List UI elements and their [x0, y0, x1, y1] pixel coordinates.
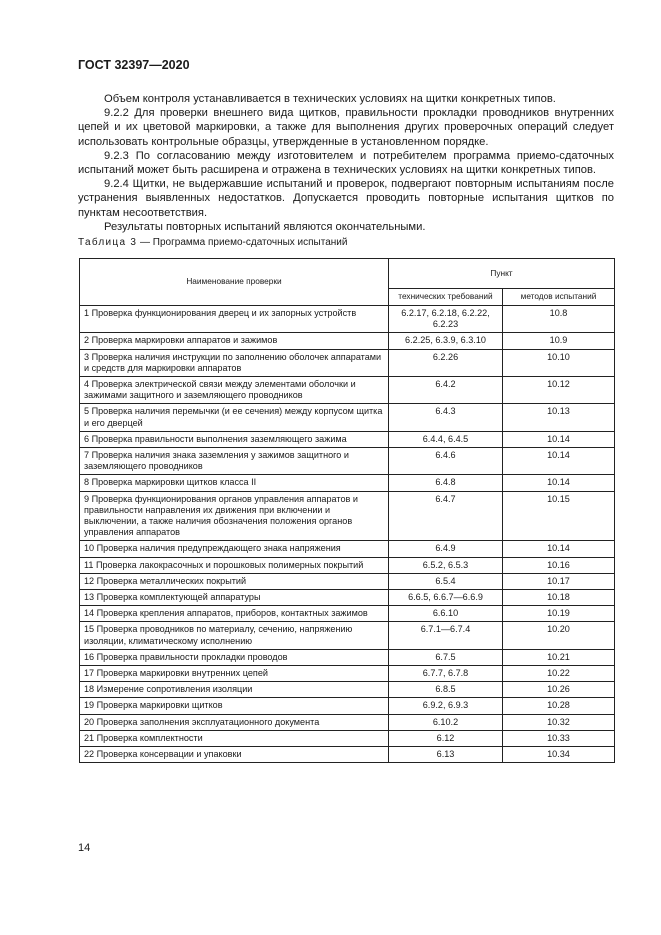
tech-clause-cell: 6.4.7 — [389, 491, 503, 541]
paragraph: 9.2.2 Для проверки внешнего вида щитков, правильности прокладки проводников внутренних цепей и их цветовой маркировки, а также для выполнения других проверочных операций следует использовать контрольные образцы, утвержденные в установленном порядке. — [78, 107, 614, 148]
method-clause-cell: 10.14 — [503, 541, 615, 557]
table-caption-label: Таблица 3 — [78, 237, 138, 248]
method-clause-cell: 10.13 — [503, 404, 615, 431]
test-program-table — [79, 258, 615, 763]
paragraph: Результаты повторных испытаний являются окончательными. — [104, 220, 426, 233]
method-clause-cell: 10.19 — [503, 606, 615, 622]
method-clause-cell: 10.8 — [503, 306, 615, 333]
tech-clause-cell: 6.13 — [389, 747, 503, 763]
check-name-cell: 7 Проверка наличия знака заземления у зажимов защитного и заземляющего проводников — [80, 448, 389, 475]
method-clause-cell: 10.34 — [503, 747, 615, 763]
method-clause-cell: 10.14 — [503, 475, 615, 491]
table-row — [80, 730, 615, 746]
check-name-cell: 9 Проверка функционирования органов управления аппаратов и правильности направления их движения при включении и выключении, а также наличия обозначения положения органов управления аппаратов — [80, 491, 389, 541]
table-caption-title: — Программа приемо-сдаточных испытаний — [137, 237, 348, 248]
table-row — [80, 541, 615, 557]
table-row — [80, 698, 615, 714]
column-header-test-methods: методов испытаний — [503, 289, 615, 306]
table-row — [80, 475, 615, 491]
tech-clause-cell: 6.4.9 — [389, 541, 503, 557]
table-row — [80, 714, 615, 730]
column-header-tech-requirements: технических требований — [389, 289, 503, 306]
tech-clause-cell: 6.2.17, 6.2.18, 6.2.22, 6.2.23 — [389, 306, 503, 333]
table-row — [80, 491, 615, 541]
table-row — [80, 590, 615, 606]
method-clause-cell: 10.10 — [503, 349, 615, 376]
method-clause-cell: 10.14 — [503, 448, 615, 475]
body-text — [78, 92, 614, 234]
tech-clause-cell: 6.7.1—6.7.4 — [389, 622, 503, 649]
check-name-cell: 5 Проверка наличия перемычки (и ее сечения) между корпусом щитка и его дверцей — [80, 404, 389, 431]
tech-clause-cell: 6.10.2 — [389, 714, 503, 730]
check-name-cell: 20 Проверка заполнения эксплуатационного документа — [80, 714, 389, 730]
document-header: ГОСТ 32397—2020 — [78, 58, 190, 72]
method-clause-cell: 10.15 — [503, 491, 615, 541]
tech-clause-cell: 6.7.7, 6.7.8 — [389, 666, 503, 682]
table-row — [80, 622, 615, 649]
tech-clause-cell: 6.4.6 — [389, 448, 503, 475]
method-clause-cell: 10.26 — [503, 682, 615, 698]
check-name-cell: 12 Проверка металлических покрытий — [80, 573, 389, 589]
table-row — [80, 573, 615, 589]
tech-clause-cell: 6.7.5 — [389, 649, 503, 665]
tech-clause-cell: 6.9.2, 6.9.3 — [389, 698, 503, 714]
table-row — [80, 747, 615, 763]
check-name-cell: 6 Проверка правильности выполнения заземляющего зажима — [80, 431, 389, 447]
check-name-cell: 4 Проверка электрической связи между элементами оболочки и зажимами защитного и заземляющего проводников — [80, 377, 389, 404]
table-row — [80, 649, 615, 665]
tech-clause-cell: 6.12 — [389, 730, 503, 746]
check-name-cell: 18 Измерение сопротивления изоляции — [80, 682, 389, 698]
check-name-cell: 13 Проверка комплектующей аппаратуры — [80, 590, 389, 606]
method-clause-cell: 10.16 — [503, 557, 615, 573]
table-row — [80, 666, 615, 682]
method-clause-cell: 10.12 — [503, 377, 615, 404]
method-clause-cell: 10.17 — [503, 573, 615, 589]
table-row — [80, 404, 615, 431]
tech-clause-cell: 6.2.25, 6.3.9, 6.3.10 — [389, 333, 503, 349]
check-name-cell: 17 Проверка маркировки внутренних цепей — [80, 666, 389, 682]
paragraph: Объем контроля устанавливается в технических условиях на щитки конкретных типов. — [104, 93, 556, 105]
method-clause-cell: 10.28 — [503, 698, 615, 714]
check-name-cell: 15 Проверка проводников по материалу, сечению, напряжению изоляции, климатическому исполнению — [80, 622, 389, 649]
page-number: 14 — [78, 842, 91, 854]
check-name-cell: 19 Проверка маркировки щитков — [80, 698, 389, 714]
method-clause-cell: 10.32 — [503, 714, 615, 730]
table-row — [80, 349, 615, 376]
method-clause-cell: 10.9 — [503, 333, 615, 349]
check-name-cell: 16 Проверка правильности прокладки проводов — [80, 649, 389, 665]
table-row — [80, 377, 615, 404]
check-name-cell: 14 Проверка крепления аппаратов, приборов, контактных зажимов — [80, 606, 389, 622]
tech-clause-cell: 6.6.10 — [389, 606, 503, 622]
method-clause-cell: 10.18 — [503, 590, 615, 606]
tech-clause-cell: 6.6.5, 6.6.7—6.6.9 — [389, 590, 503, 606]
method-clause-cell: 10.21 — [503, 649, 615, 665]
paragraph: 9.2.3 По согласованию между изготовителем и потребителем программа приемо-сдаточных испытаний может быть расширена и отражена в технических условиях на щитки конкретных типов. — [78, 149, 614, 177]
table-row — [80, 431, 615, 447]
tech-clause-cell: 6.2.26 — [389, 349, 503, 376]
method-clause-cell: 10.14 — [503, 431, 615, 447]
method-clause-cell: 10.33 — [503, 730, 615, 746]
check-name-cell: 10 Проверка наличия предупреждающего знака напряжения — [80, 541, 389, 557]
check-name-cell: 21 Проверка комплектности — [80, 730, 389, 746]
paragraph: 9.2.4 Щитки, не выдержавшие испытаний и проверок, подвергают повторным испытаниям после устранения выявленных недостатков. Допускается проводить повторные испытания щитков по пунктам несоответствия. — [78, 178, 614, 219]
tech-clause-cell: 6.4.8 — [389, 475, 503, 491]
tech-clause-cell: 6.4.3 — [389, 404, 503, 431]
table-row — [80, 606, 615, 622]
table-row — [80, 682, 615, 698]
method-clause-cell: 10.22 — [503, 666, 615, 682]
tech-clause-cell: 6.5.4 — [389, 573, 503, 589]
column-header-check-name: Наименование проверки — [80, 259, 389, 306]
column-header-clause: Пункт — [389, 259, 615, 289]
check-name-cell: 22 Проверка консервации и упаковки — [80, 747, 389, 763]
check-name-cell: 8 Проверка маркировки щитков класса II — [80, 475, 389, 491]
table-row — [80, 333, 615, 349]
tech-clause-cell: 6.5.2, 6.5.3 — [389, 557, 503, 573]
check-name-cell: 1 Проверка функционирования дверец и их запорных устройств — [80, 306, 389, 333]
tech-clause-cell: 6.4.2 — [389, 377, 503, 404]
table-caption — [78, 237, 347, 248]
tech-clause-cell: 6.4.4, 6.4.5 — [389, 431, 503, 447]
check-name-cell: 3 Проверка наличия инструкции по заполнению оболочек аппаратами и средств для маркировки аппаратов — [80, 349, 389, 376]
tech-clause-cell: 6.8.5 — [389, 682, 503, 698]
table-row — [80, 306, 615, 333]
check-name-cell: 11 Проверка лакокрасочных и порошковых полимерных покрытий — [80, 557, 389, 573]
method-clause-cell: 10.20 — [503, 622, 615, 649]
table-row — [80, 448, 615, 475]
table-row — [80, 557, 615, 573]
check-name-cell: 2 Проверка маркировки аппаратов и зажимов — [80, 333, 389, 349]
